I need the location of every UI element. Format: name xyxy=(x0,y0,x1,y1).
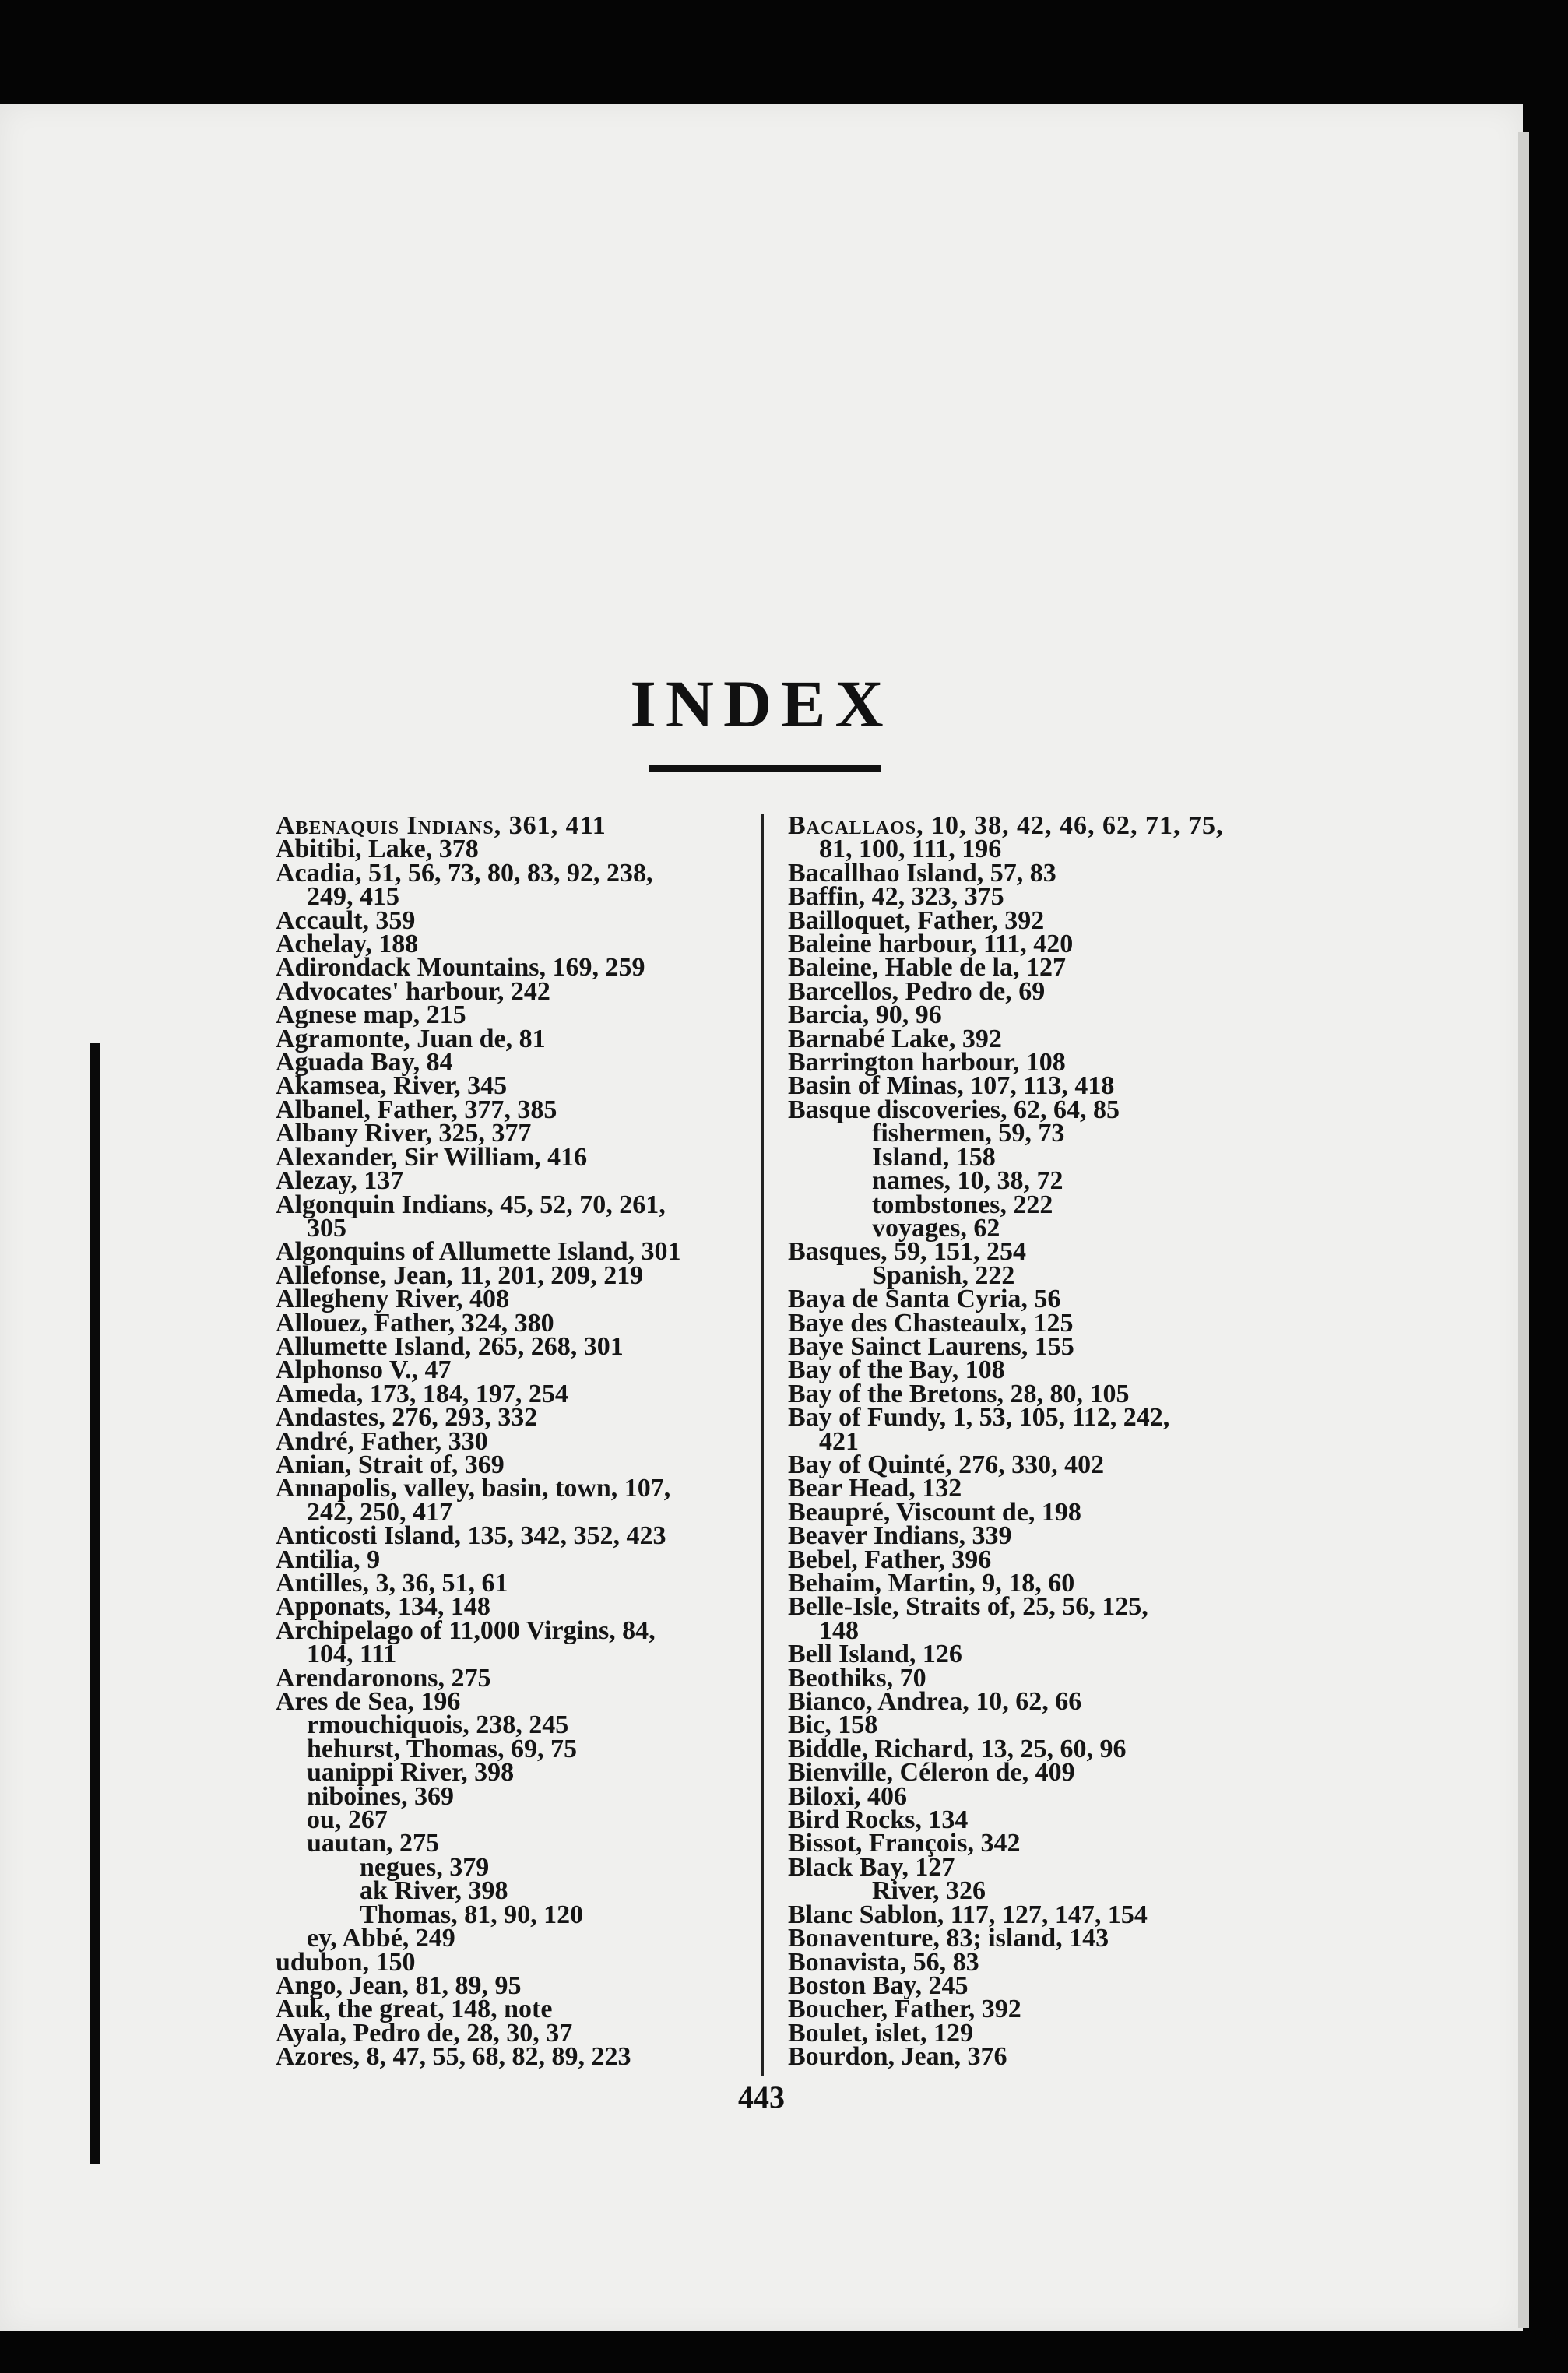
index-entry: Belle-Isle, Straits of, 25, 56, 125, xyxy=(788,1592,1148,1622)
index-entry: Bay of Fundy, 1, 53, 105, 112, 242, xyxy=(788,1403,1170,1433)
index-entry: Bonavista, 56, 83 xyxy=(788,1947,979,1977)
index-entry: Allouez, Father, 324, 380 xyxy=(276,1308,554,1338)
index-entry: Bissot, François, 342 xyxy=(788,1829,1021,1858)
page-edge xyxy=(1518,132,1529,2328)
index-entry: Abitibi, Lake, 378 xyxy=(276,835,479,864)
index-entry: tombstones, 222 xyxy=(872,1190,1053,1219)
index-entry: Bourdon, Jean, 376 xyxy=(788,2042,1007,2072)
index-entry: voyages, 62 xyxy=(872,1213,1000,1243)
index-entry: uanippi River, 398 xyxy=(307,1758,515,1788)
index-entry: Agnese map, 215 xyxy=(276,1000,466,1030)
index-entry: Adirondack Mountains, 169, 259 xyxy=(276,953,645,983)
index-entry: ey, Abbé, 249 xyxy=(307,1924,455,1953)
index-entry: ak River, 398 xyxy=(360,1876,508,1906)
index-entry: 249, 415 xyxy=(307,882,399,912)
index-entry: Ayala, Pedro de, 28, 30, 37 xyxy=(276,2018,573,2048)
index-title: INDEX xyxy=(630,666,893,741)
index-entry: Auk, the great, 148, note xyxy=(276,1995,553,2024)
index-entry: Bacallaos, 10, 38, 42, 46, 62, 71, 75, xyxy=(788,811,1224,840)
index-entry: Ares de Sea, 196 xyxy=(276,1687,461,1717)
index-entry: Basques, 59, 151, 254 xyxy=(788,1237,1027,1267)
index-entry: rmouchiquois, 238, 245 xyxy=(307,1710,569,1740)
index-entry: Baffin, 42, 323, 375 xyxy=(788,882,1004,912)
index-column-left xyxy=(276,811,774,2072)
index-entry: Bienville, Céleron de, 409 xyxy=(788,1758,1075,1788)
index-entry: Boulet, islet, 129 xyxy=(788,2018,973,2048)
index-entry: Allumette Island, 265, 268, 301 xyxy=(276,1331,624,1361)
index-entry: Thomas, 81, 90, 120 xyxy=(360,1900,584,1929)
index-entry: Ameda, 173, 184, 197, 254 xyxy=(276,1379,568,1408)
index-entry: Boston Bay, 245 xyxy=(788,1970,969,2000)
index-entry: Bird Rocks, 134 xyxy=(788,1805,969,1835)
index-entry: Beothiks, 70 xyxy=(788,1663,926,1693)
index-entry: Apponats, 134, 148 xyxy=(276,1592,490,1622)
index-entry: Barrington harbour, 108 xyxy=(788,1048,1066,1078)
index-entry: Allefonse, Jean, 11, 201, 209, 219 xyxy=(276,1260,644,1290)
index-entry: 104, 111 xyxy=(307,1640,397,1669)
index-entry: 305 xyxy=(307,1213,346,1243)
index-entry: Bay of the Bretons, 28, 80, 105 xyxy=(788,1379,1130,1408)
index-entry: André, Father, 330 xyxy=(276,1426,488,1456)
index-entry: udubon, 150 xyxy=(276,1947,416,1977)
index-entry: Antilia, 9 xyxy=(276,1545,381,1574)
index-column-right xyxy=(788,811,1302,2072)
index-entry: Acadia, 51, 56, 73, 80, 83, 92, 238, xyxy=(276,858,653,888)
index-entry: Advocates' harbour, 242 xyxy=(276,976,550,1006)
index-entry: Behaim, Martin, 9, 18, 60 xyxy=(788,1569,1075,1598)
index-entry: 148 xyxy=(819,1615,859,1645)
index-entry: Beaver Indians, 339 xyxy=(788,1521,1012,1551)
index-entry: Albany River, 325, 377 xyxy=(276,1119,532,1148)
index-entry: Basque discoveries, 62, 64, 85 xyxy=(788,1095,1120,1124)
index-entry: Bacallhao Island, 57, 83 xyxy=(788,858,1056,888)
index-entry: Alexander, Sir William, 416 xyxy=(276,1142,588,1172)
index-entry: Baleine harbour, 111, 420 xyxy=(788,930,1074,959)
index-entry: Archipelago of 11,000 Virgins, 84, xyxy=(276,1615,656,1645)
index-entry: Barnabé Lake, 392 xyxy=(788,1024,1002,1053)
index-entry: Island, 158 xyxy=(872,1142,996,1172)
index-entry: Bonaventure, 83; island, 143 xyxy=(788,1924,1109,1953)
index-entry: Bear Head, 132 xyxy=(788,1474,962,1503)
index-entry: names, 10, 38, 72 xyxy=(872,1166,1063,1196)
page-number: 443 xyxy=(738,2079,785,2115)
index-entry: hehurst, Thomas, 69, 75 xyxy=(307,1734,577,1763)
index-entry: Accault, 359 xyxy=(276,905,416,935)
index-entry: Black Bay, 127 xyxy=(788,1852,955,1882)
index-entry: Bay of the Bay, 108 xyxy=(788,1355,1005,1385)
index-entry: 81, 100, 111, 196 xyxy=(819,835,1002,864)
index-entry: niboines, 369 xyxy=(307,1781,454,1811)
index-entry: Baleine, Hable de la, 127 xyxy=(788,953,1066,983)
index-entry: Spanish, 222 xyxy=(872,1260,1015,1290)
index-entry: Achelay, 188 xyxy=(276,930,419,959)
index-entry: Ango, Jean, 81, 89, 95 xyxy=(276,1970,522,2000)
index-entry: Bebel, Father, 396 xyxy=(788,1545,992,1574)
index-entry: Aguada Bay, 84 xyxy=(276,1048,453,1078)
index-entry: Boucher, Father, 392 xyxy=(788,1995,1021,2024)
index-entry: Baye Sainct Laurens, 155 xyxy=(788,1331,1074,1361)
index-entry: Annapolis, valley, basin, town, 107, xyxy=(276,1474,671,1503)
index-entry: Biddle, Richard, 13, 25, 60, 96 xyxy=(788,1734,1127,1763)
index-entry: River, 326 xyxy=(872,1876,986,1906)
index-entry: Baye des Chasteaulx, 125 xyxy=(788,1308,1074,1338)
index-entry: Bianco, Andrea, 10, 62, 66 xyxy=(788,1687,1082,1717)
index-entry: Agramonte, Juan de, 81 xyxy=(276,1024,546,1053)
index-entry: Basin of Minas, 107, 113, 418 xyxy=(788,1071,1115,1101)
index-entry: Bic, 158 xyxy=(788,1710,878,1740)
index-entry: Azores, 8, 47, 55, 68, 82, 89, 223 xyxy=(276,2042,631,2072)
index-entry: Barcia, 90, 96 xyxy=(788,1000,942,1030)
index-entry: Algonquin Indians, 45, 52, 70, 261, xyxy=(276,1190,666,1219)
index-entry: Anticosti Island, 135, 342, 352, 423 xyxy=(276,1521,666,1551)
index-entry: Anian, Strait of, 369 xyxy=(276,1450,505,1479)
index-entry: negues, 379 xyxy=(360,1852,490,1882)
index-entry: Bell Island, 126 xyxy=(788,1640,962,1669)
index-entry: Bay of Quinté, 276, 330, 402 xyxy=(788,1450,1105,1479)
index-entry: Allegheny River, 408 xyxy=(276,1285,510,1314)
index-entry: Algonquins of Allumette Island, 301 xyxy=(276,1237,681,1267)
binding-shadow xyxy=(90,1043,100,2164)
index-entry: Alphonso V., 47 xyxy=(276,1355,452,1385)
index-entry: Barcellos, Pedro de, 69 xyxy=(788,976,1046,1006)
index-entry: Abenaquis Indians, 361, 411 xyxy=(276,811,606,840)
index-entry: uautan, 275 xyxy=(307,1829,440,1858)
index-entry: Alezay, 137 xyxy=(276,1166,404,1196)
index-entry: ou, 267 xyxy=(307,1805,388,1835)
index-entry: Arendaronons, 275 xyxy=(276,1663,491,1693)
index-entry: Bailloquet, Father, 392 xyxy=(788,905,1045,935)
index-entry: Baya de Santa Cyria, 56 xyxy=(788,1285,1061,1314)
index-entry: Beaupré, Viscount de, 198 xyxy=(788,1497,1081,1527)
index-entry: fishermen, 59, 73 xyxy=(872,1119,1065,1148)
index-entry: Antilles, 3, 36, 51, 61 xyxy=(276,1569,508,1598)
index-entry: 421 xyxy=(819,1426,859,1456)
book-page xyxy=(0,104,1523,2331)
title-rule xyxy=(649,765,881,772)
index-entry: Andastes, 276, 293, 332 xyxy=(276,1403,538,1433)
index-entry: Albanel, Father, 377, 385 xyxy=(276,1095,557,1124)
index-entry: Blanc Sablon, 117, 127, 147, 154 xyxy=(788,1900,1148,1929)
index-entry: Biloxi, 406 xyxy=(788,1781,908,1811)
index-entry: Akamsea, River, 345 xyxy=(276,1071,508,1101)
index-entry: 242, 250, 417 xyxy=(307,1497,452,1527)
